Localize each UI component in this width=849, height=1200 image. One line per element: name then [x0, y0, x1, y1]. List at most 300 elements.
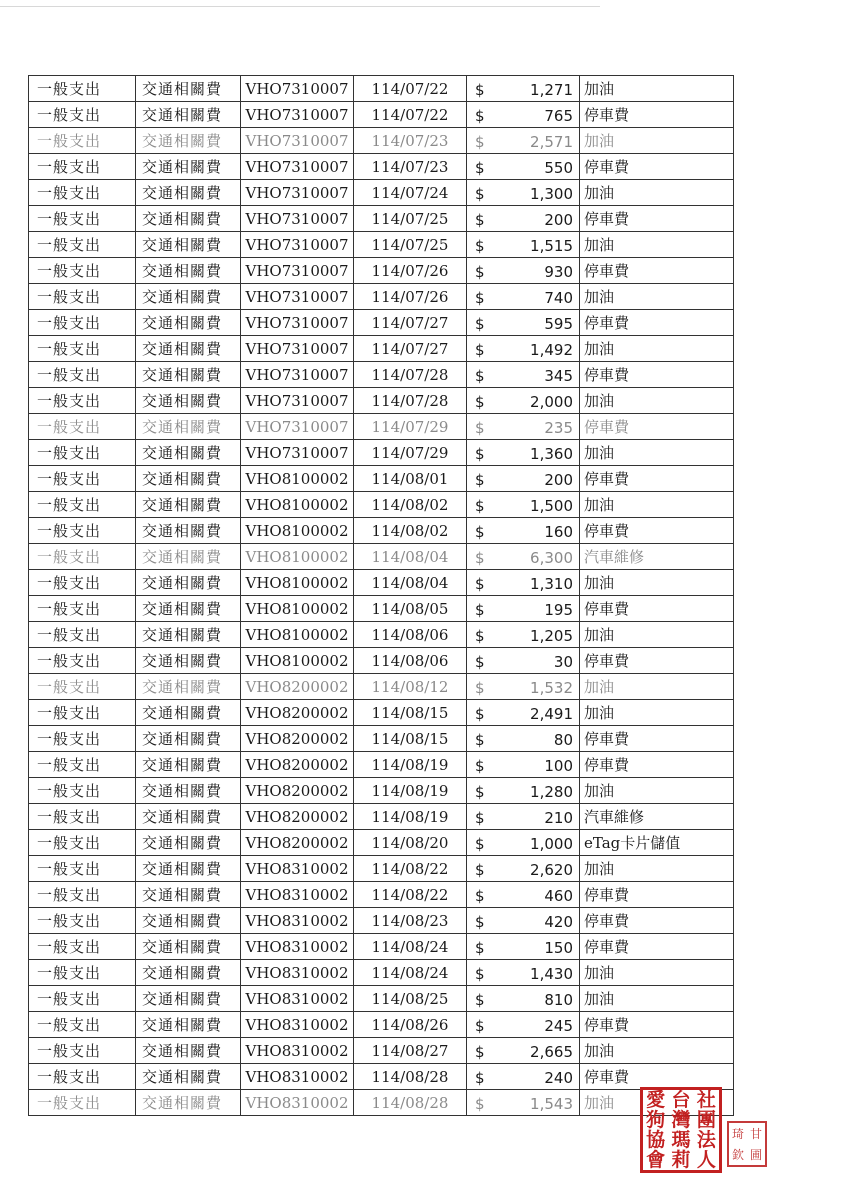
table-row: [29, 206, 734, 232]
association-seal: [640, 1087, 722, 1173]
amount-cell: [467, 362, 580, 388]
date-cell: 114/08/15: [354, 700, 467, 726]
date-cell: 114/07/25: [354, 206, 467, 232]
amount-cell: [467, 154, 580, 180]
category-cell: 一般支出: [29, 388, 136, 414]
amount-cell: [467, 258, 580, 284]
date-cell: 114/07/22: [354, 76, 467, 102]
currency-symbol: $: [475, 445, 485, 463]
amount-cell: [467, 726, 580, 752]
subcategory-cell: 交通相關費: [136, 882, 241, 908]
seal-character: 愛: [646, 1088, 666, 1111]
date-cell: 114/07/26: [354, 284, 467, 310]
category-cell: 一般支出: [29, 1012, 136, 1038]
date-cell: 114/08/02: [354, 492, 467, 518]
voucher-number-cell: VHO8310002: [241, 882, 354, 908]
voucher-number-cell: VHO8100002: [241, 648, 354, 674]
currency-symbol: $: [475, 549, 485, 567]
amount-value: 245: [544, 1017, 573, 1035]
date-cell: 114/08/02: [354, 518, 467, 544]
voucher-number-cell: VHO7310007: [241, 336, 354, 362]
category-cell: 一般支出: [29, 362, 136, 388]
amount-cell: [467, 76, 580, 102]
note-cell: 停車費: [580, 518, 734, 544]
date-cell: 114/07/27: [354, 310, 467, 336]
voucher-number-cell: VHO7310007: [241, 232, 354, 258]
subcategory-cell: 交通相關費: [136, 284, 241, 310]
currency-symbol: $: [475, 81, 485, 99]
voucher-number-cell: VHO7310007: [241, 388, 354, 414]
voucher-number-cell: VHO7310007: [241, 440, 354, 466]
note-cell: 加油: [580, 856, 734, 882]
subcategory-cell: 交通相關費: [136, 700, 241, 726]
date-cell: 114/07/22: [354, 102, 467, 128]
voucher-number-cell: VHO7310007: [241, 284, 354, 310]
amount-value: 150: [544, 939, 573, 957]
table-row: [29, 908, 734, 934]
amount-value: 1,532: [530, 679, 573, 697]
table-row: [29, 284, 734, 310]
currency-symbol: $: [475, 705, 485, 723]
voucher-number-cell: VHO8310002: [241, 1064, 354, 1090]
amount-cell: [467, 830, 580, 856]
amount-value: 765: [544, 107, 573, 125]
voucher-number-cell: VHO7310007: [241, 154, 354, 180]
note-cell: 停車費: [580, 206, 734, 232]
voucher-number-cell: VHO8100002: [241, 518, 354, 544]
amount-value: 2,665: [530, 1043, 573, 1061]
date-cell: 114/08/24: [354, 934, 467, 960]
date-cell: 114/08/25: [354, 986, 467, 1012]
table-row: [29, 362, 734, 388]
currency-symbol: $: [475, 809, 485, 827]
date-cell: 114/08/22: [354, 882, 467, 908]
table-row: [29, 934, 734, 960]
voucher-number-cell: VHO8310002: [241, 908, 354, 934]
date-cell: 114/08/23: [354, 908, 467, 934]
voucher-number-cell: VHO8310002: [241, 1090, 354, 1116]
subcategory-cell: 交通相關費: [136, 206, 241, 232]
amount-cell: [467, 492, 580, 518]
amount-value: 740: [544, 289, 573, 307]
amount-value: 2,000: [530, 393, 573, 411]
date-cell: 114/07/25: [354, 232, 467, 258]
currency-symbol: $: [475, 367, 485, 385]
subcategory-cell: 交通相關費: [136, 180, 241, 206]
currency-symbol: $: [475, 679, 485, 697]
table-row: [29, 544, 734, 570]
voucher-number-cell: VHO7310007: [241, 258, 354, 284]
amount-cell: [467, 388, 580, 414]
table-row: [29, 1064, 734, 1090]
amount-cell: [467, 128, 580, 154]
voucher-number-cell: VHO8100002: [241, 622, 354, 648]
amount-value: 160: [544, 523, 573, 541]
currency-symbol: $: [475, 731, 485, 749]
amount-cell: [467, 856, 580, 882]
table-row: [29, 1012, 734, 1038]
currency-symbol: $: [475, 497, 485, 515]
currency-symbol: $: [475, 835, 485, 853]
voucher-number-cell: VHO7310007: [241, 362, 354, 388]
note-cell: 加油: [580, 570, 734, 596]
amount-value: 80: [553, 731, 573, 749]
category-cell: 一般支出: [29, 830, 136, 856]
date-cell: 114/08/20: [354, 830, 467, 856]
voucher-number-cell: VHO7310007: [241, 180, 354, 206]
table-row: [29, 180, 734, 206]
amount-value: 1,500: [530, 497, 573, 515]
subcategory-cell: 交通相關費: [136, 674, 241, 700]
amount-cell: [467, 648, 580, 674]
date-cell: 114/07/26: [354, 258, 467, 284]
category-cell: 一般支出: [29, 622, 136, 648]
note-cell: 停車費: [580, 1064, 734, 1090]
subcategory-cell: 交通相關費: [136, 310, 241, 336]
currency-symbol: $: [475, 939, 485, 957]
amount-value: 1,205: [530, 627, 573, 645]
amount-value: 930: [544, 263, 573, 281]
category-cell: 一般支出: [29, 102, 136, 128]
subcategory-cell: 交通相關費: [136, 128, 241, 154]
stamp-character: 圃: [749, 1148, 762, 1162]
currency-symbol: $: [475, 419, 485, 437]
amount-cell: [467, 1090, 580, 1116]
date-cell: 114/08/05: [354, 596, 467, 622]
currency-symbol: $: [475, 861, 485, 879]
stamp-character: 琦: [731, 1127, 744, 1141]
voucher-number-cell: VHO8200002: [241, 804, 354, 830]
seal-character: 協: [646, 1129, 666, 1152]
subcategory-cell: 交通相關費: [136, 986, 241, 1012]
subcategory-cell: 交通相關費: [136, 1038, 241, 1064]
date-cell: 114/07/27: [354, 336, 467, 362]
note-cell: eTag卡片儲值: [580, 830, 734, 856]
amount-cell: [467, 440, 580, 466]
subcategory-cell: 交通相關費: [136, 258, 241, 284]
date-cell: 114/08/22: [354, 856, 467, 882]
subcategory-cell: 交通相關費: [136, 622, 241, 648]
expense-ledger-table: [28, 75, 734, 1116]
table-row: [29, 804, 734, 830]
currency-symbol: $: [475, 289, 485, 307]
amount-value: 345: [544, 367, 573, 385]
subcategory-cell: 交通相關費: [136, 76, 241, 102]
amount-value: 1,310: [530, 575, 573, 593]
date-cell: 114/07/28: [354, 362, 467, 388]
amount-value: 420: [544, 913, 573, 931]
amount-cell: [467, 284, 580, 310]
subcategory-cell: 交通相關費: [136, 778, 241, 804]
amount-value: 595: [544, 315, 573, 333]
category-cell: 一般支出: [29, 934, 136, 960]
amount-value: 1,543: [530, 1095, 573, 1113]
subcategory-cell: 交通相關費: [136, 830, 241, 856]
category-cell: 一般支出: [29, 570, 136, 596]
subcategory-cell: 交通相關費: [136, 440, 241, 466]
note-cell: 加油: [580, 440, 734, 466]
amount-cell: [467, 466, 580, 492]
category-cell: 一般支出: [29, 648, 136, 674]
category-cell: 一般支出: [29, 804, 136, 830]
category-cell: 一般支出: [29, 778, 136, 804]
note-cell: 加油: [580, 622, 734, 648]
category-cell: 一般支出: [29, 752, 136, 778]
amount-cell: [467, 518, 580, 544]
note-cell: 加油: [580, 1038, 734, 1064]
amount-value: 1,492: [530, 341, 573, 359]
currency-symbol: $: [475, 393, 485, 411]
ledger-body: [29, 76, 734, 1116]
amount-cell: [467, 908, 580, 934]
voucher-number-cell: VHO7310007: [241, 128, 354, 154]
date-cell: 114/07/23: [354, 128, 467, 154]
table-row: [29, 232, 734, 258]
date-cell: 114/08/19: [354, 778, 467, 804]
currency-symbol: $: [475, 211, 485, 229]
seal-character: 狗: [646, 1108, 666, 1131]
scan-edge-line: [0, 6, 600, 7]
table-row: [29, 726, 734, 752]
subcategory-cell: 交通相關費: [136, 570, 241, 596]
seal-character: 社: [696, 1088, 716, 1111]
amount-value: 2,620: [530, 861, 573, 879]
subcategory-cell: 交通相關費: [136, 388, 241, 414]
table-row: [29, 778, 734, 804]
date-cell: 114/07/29: [354, 414, 467, 440]
voucher-number-cell: VHO8200002: [241, 778, 354, 804]
amount-cell: [467, 310, 580, 336]
currency-symbol: $: [475, 471, 485, 489]
amount-cell: [467, 414, 580, 440]
amount-value: 1,000: [530, 835, 573, 853]
category-cell: 一般支出: [29, 232, 136, 258]
note-cell: 加油: [580, 76, 734, 102]
table-row: [29, 856, 734, 882]
date-cell: 114/07/23: [354, 154, 467, 180]
category-cell: 一般支出: [29, 596, 136, 622]
personal-seal-stamp: [727, 1121, 767, 1167]
note-cell: 加油: [580, 986, 734, 1012]
category-cell: 一般支出: [29, 544, 136, 570]
voucher-number-cell: VHO8200002: [241, 674, 354, 700]
subcategory-cell: 交通相關費: [136, 414, 241, 440]
amount-cell: [467, 752, 580, 778]
voucher-number-cell: VHO8200002: [241, 752, 354, 778]
table-row: [29, 492, 734, 518]
subcategory-cell: 交通相關費: [136, 518, 241, 544]
category-cell: 一般支出: [29, 674, 136, 700]
category-cell: 一般支出: [29, 908, 136, 934]
amount-value: 2,571: [530, 133, 573, 151]
category-cell: 一般支出: [29, 336, 136, 362]
category-cell: 一般支出: [29, 700, 136, 726]
voucher-number-cell: VHO8310002: [241, 986, 354, 1012]
date-cell: 114/07/29: [354, 440, 467, 466]
currency-symbol: $: [475, 965, 485, 983]
currency-symbol: $: [475, 783, 485, 801]
category-cell: 一般支出: [29, 1064, 136, 1090]
subcategory-cell: 交通相關費: [136, 466, 241, 492]
note-cell: 加油: [580, 284, 734, 310]
amount-value: 195: [544, 601, 573, 619]
seal-character: 會: [646, 1149, 666, 1171]
subcategory-cell: 交通相關費: [136, 1090, 241, 1116]
note-cell: 停車費: [580, 258, 734, 284]
note-cell: 加油: [580, 778, 734, 804]
amount-value: 200: [544, 471, 573, 489]
table-row: [29, 622, 734, 648]
category-cell: 一般支出: [29, 206, 136, 232]
seal-character: 灣: [671, 1108, 691, 1131]
category-cell: 一般支出: [29, 726, 136, 752]
amount-value: 2,491: [530, 705, 573, 723]
note-cell: 汽車維修: [580, 804, 734, 830]
currency-symbol: $: [475, 991, 485, 1009]
table-row: [29, 258, 734, 284]
table-row: [29, 830, 734, 856]
voucher-number-cell: VHO8100002: [241, 492, 354, 518]
seal-character: 台: [671, 1088, 691, 1111]
voucher-number-cell: VHO8310002: [241, 934, 354, 960]
category-cell: 一般支出: [29, 466, 136, 492]
currency-symbol: $: [475, 133, 485, 151]
note-cell: 加油: [580, 232, 734, 258]
subcategory-cell: 交通相關費: [136, 726, 241, 752]
subcategory-cell: 交通相關費: [136, 492, 241, 518]
currency-symbol: $: [475, 523, 485, 541]
subcategory-cell: 交通相關費: [136, 232, 241, 258]
voucher-number-cell: VHO8310002: [241, 960, 354, 986]
note-cell: 停車費: [580, 648, 734, 674]
currency-symbol: $: [475, 653, 485, 671]
currency-symbol: $: [475, 107, 485, 125]
subcategory-cell: 交通相關費: [136, 856, 241, 882]
voucher-number-cell: VHO7310007: [241, 206, 354, 232]
date-cell: 114/08/26: [354, 1012, 467, 1038]
currency-symbol: $: [475, 1095, 485, 1113]
amount-value: 1,271: [530, 81, 573, 99]
subcategory-cell: 交通相關費: [136, 908, 241, 934]
currency-symbol: $: [475, 263, 485, 281]
note-cell: 加油: [580, 336, 734, 362]
voucher-number-cell: VHO8100002: [241, 466, 354, 492]
note-cell: 停車費: [580, 1012, 734, 1038]
voucher-number-cell: VHO8310002: [241, 856, 354, 882]
note-cell: 加油: [580, 960, 734, 986]
table-row: [29, 1090, 734, 1116]
currency-symbol: $: [475, 913, 485, 931]
subcategory-cell: 交通相關費: [136, 648, 241, 674]
amount-cell: [467, 622, 580, 648]
category-cell: 一般支出: [29, 1038, 136, 1064]
note-cell: 停車費: [580, 908, 734, 934]
category-cell: 一般支出: [29, 310, 136, 336]
table-row: [29, 570, 734, 596]
amount-cell: [467, 1012, 580, 1038]
currency-symbol: $: [475, 1069, 485, 1087]
seal-character: 人: [696, 1149, 716, 1171]
amount-cell: [467, 934, 580, 960]
category-cell: 一般支出: [29, 154, 136, 180]
subcategory-cell: 交通相關費: [136, 362, 241, 388]
voucher-number-cell: VHO7310007: [241, 102, 354, 128]
table-row: [29, 154, 734, 180]
note-cell: 加油: [580, 674, 734, 700]
note-cell: 加油: [580, 1090, 734, 1116]
category-cell: 一般支出: [29, 986, 136, 1012]
voucher-number-cell: VHO8100002: [241, 570, 354, 596]
currency-symbol: $: [475, 757, 485, 775]
table-row: [29, 674, 734, 700]
note-cell: 停車費: [580, 882, 734, 908]
amount-cell: [467, 206, 580, 232]
category-cell: 一般支出: [29, 960, 136, 986]
table-row: [29, 882, 734, 908]
note-cell: 加油: [580, 180, 734, 206]
amount-cell: [467, 596, 580, 622]
seal-character: 莉: [671, 1149, 691, 1171]
amount-value: 30: [553, 653, 573, 671]
date-cell: 114/07/28: [354, 388, 467, 414]
amount-value: 1,430: [530, 965, 573, 983]
note-cell: 加油: [580, 388, 734, 414]
amount-value: 210: [544, 809, 573, 827]
date-cell: 114/08/27: [354, 1038, 467, 1064]
amount-value: 235: [544, 419, 573, 437]
currency-symbol: $: [475, 575, 485, 593]
amount-value: 550: [544, 159, 573, 177]
stamp-character: 欽: [731, 1148, 744, 1162]
amount-cell: [467, 700, 580, 726]
table-row: [29, 76, 734, 102]
table-row: [29, 466, 734, 492]
subcategory-cell: 交通相關費: [136, 102, 241, 128]
voucher-number-cell: VHO7310007: [241, 414, 354, 440]
currency-symbol: $: [475, 1017, 485, 1035]
amount-value: 1,280: [530, 783, 573, 801]
currency-symbol: $: [475, 1043, 485, 1061]
amount-cell: [467, 180, 580, 206]
table-row: [29, 700, 734, 726]
table-row: [29, 960, 734, 986]
seal-character: 法: [696, 1129, 716, 1152]
amount-value: 460: [544, 887, 573, 905]
subcategory-cell: 交通相關費: [136, 544, 241, 570]
amount-cell: [467, 882, 580, 908]
table-row: [29, 648, 734, 674]
date-cell: 114/08/06: [354, 648, 467, 674]
category-cell: 一般支出: [29, 882, 136, 908]
amount-cell: [467, 1064, 580, 1090]
amount-cell: [467, 336, 580, 362]
note-cell: 停車費: [580, 726, 734, 752]
date-cell: 114/08/06: [354, 622, 467, 648]
currency-symbol: $: [475, 627, 485, 645]
table-row: [29, 336, 734, 362]
subcategory-cell: 交通相關費: [136, 336, 241, 362]
voucher-number-cell: VHO8200002: [241, 726, 354, 752]
table-row: [29, 440, 734, 466]
amount-cell: [467, 232, 580, 258]
table-row: [29, 310, 734, 336]
note-cell: 停車費: [580, 102, 734, 128]
date-cell: 114/08/15: [354, 726, 467, 752]
subcategory-cell: 交通相關費: [136, 1012, 241, 1038]
voucher-number-cell: VHO8310002: [241, 1038, 354, 1064]
category-cell: 一般支出: [29, 180, 136, 206]
currency-symbol: $: [475, 159, 485, 177]
